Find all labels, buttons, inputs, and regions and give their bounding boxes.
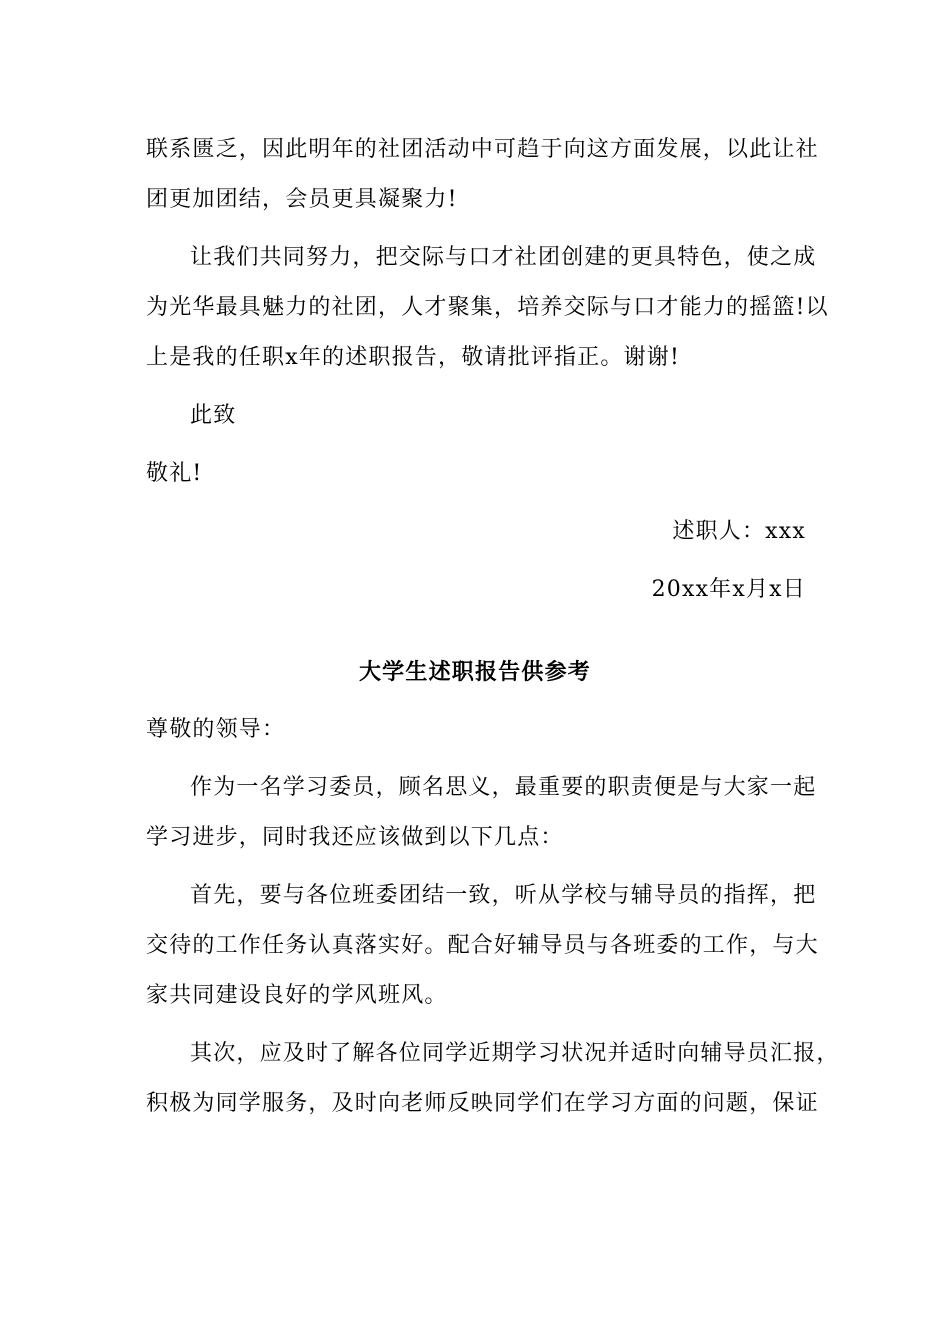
paragraph-line: 积极为同学服务，及时向老师反映同学们在学习方面的问题，保证 bbox=[146, 1091, 819, 1116]
salutation-line: 此致 bbox=[190, 403, 237, 428]
paragraph-line: 其次，应及时了解各位同学近期学习状况并适时向辅导员汇报， bbox=[190, 1041, 840, 1066]
paragraph-line: 学习进步，同时我还应该做到以下几点： bbox=[146, 825, 564, 850]
salutation-line: 敬礼! bbox=[146, 461, 203, 486]
section-title: 大学生述职报告供参考 bbox=[358, 659, 591, 685]
greeting: 尊敬的领导： bbox=[146, 717, 286, 742]
paragraph-line: 上是我的任职x年的述职报告，敬请批评指正。谢谢! bbox=[146, 345, 681, 370]
paragraph-line: 首先，要与各位班委团结一致，听从学校与辅导员的指挥，把 bbox=[190, 883, 817, 908]
paragraph-line: 让我们共同努力，把交际与口才社团创建的更具特色，使之成 bbox=[190, 245, 817, 270]
date: 20xx年x月x日 bbox=[651, 577, 806, 602]
paragraph-line: 为光华最具魅力的社团，人才聚集，培养交际与口才能力的摇篮!以 bbox=[146, 295, 829, 320]
paragraph-line: 家共同建设良好的学风班风。 bbox=[146, 983, 448, 1008]
paragraph-line: 交待的工作任务认真落实好。配合好辅导员与各班委的工作，与大 bbox=[146, 933, 819, 958]
paragraph-line: 联系匮乏，因此明年的社团活动中可趋于向这方面发展，以此让社 bbox=[146, 137, 819, 162]
signature: 述职人：xxx bbox=[672, 519, 806, 544]
paragraph-line: 作为一名学习委员，顾名思义，最重要的职责便是与大家一起 bbox=[190, 775, 817, 800]
paragraph-line: 团更加团结，会员更具凝聚力! bbox=[146, 187, 458, 212]
